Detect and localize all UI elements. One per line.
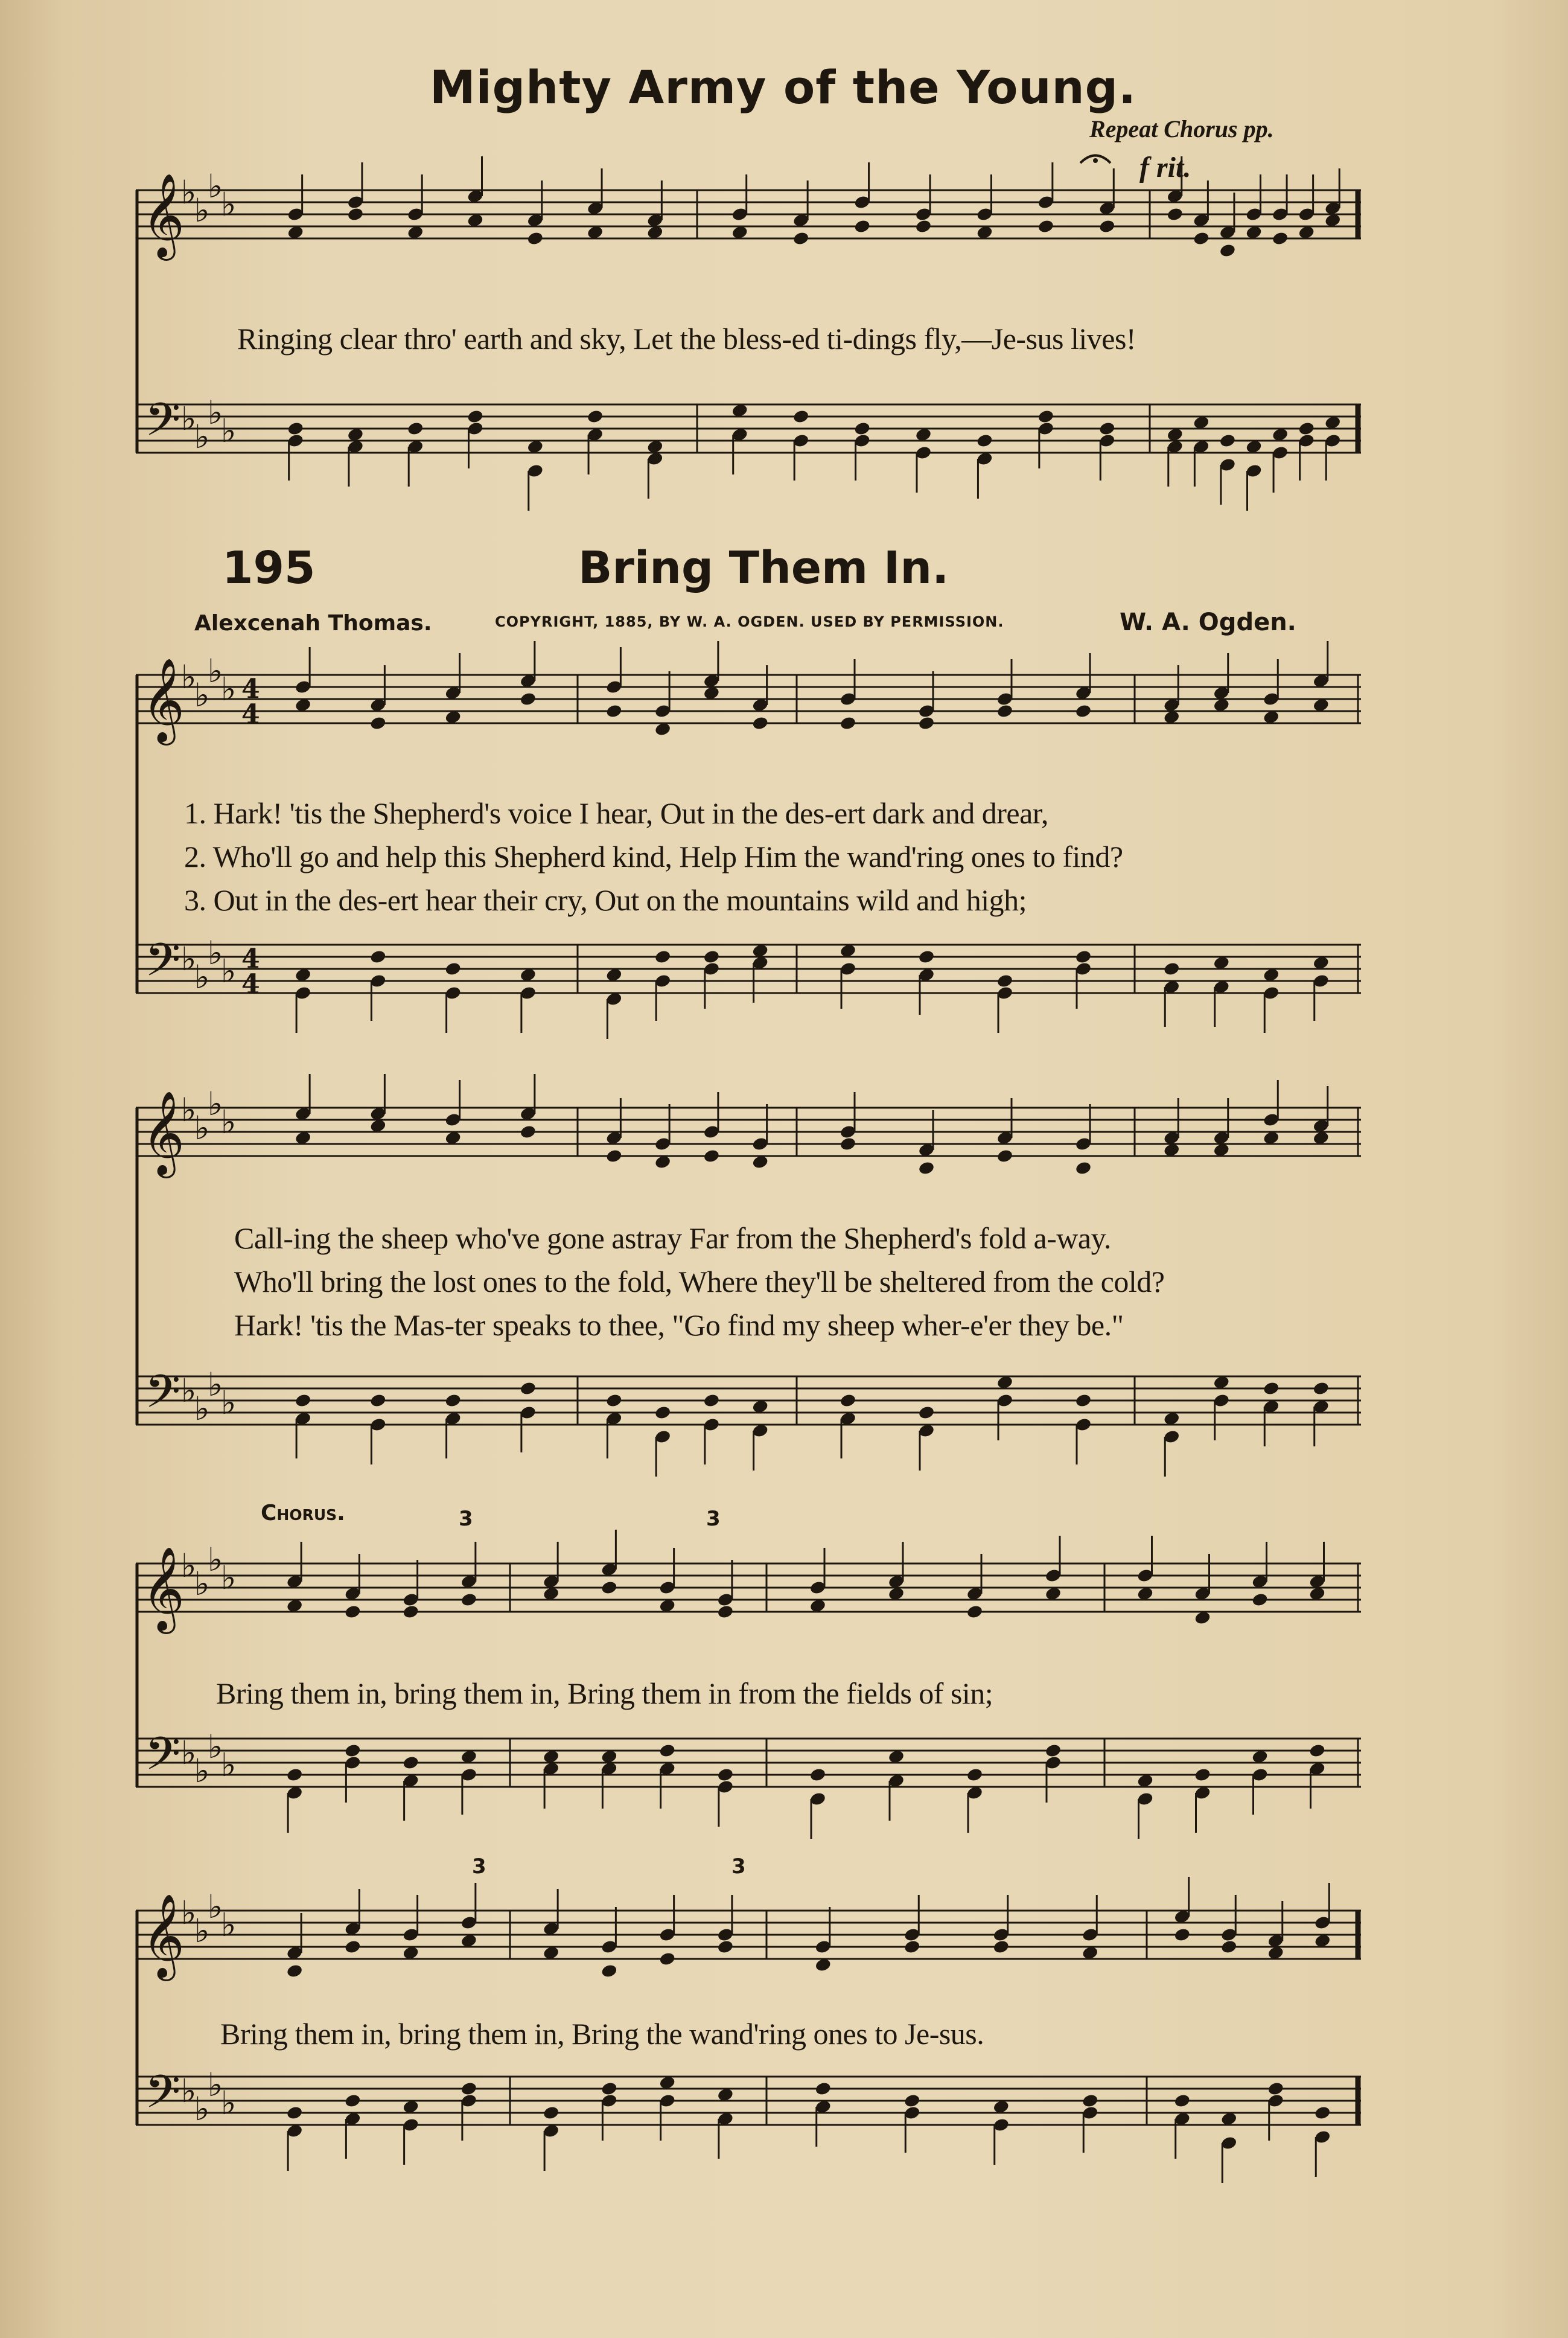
system-5-bass-flat-2: ♭ [194, 2090, 210, 2128]
system-2-bass-m3-note-2-1 [918, 949, 935, 964]
system-1-bass-m1-note-1-1 [287, 421, 304, 436]
system-2-bass-flat-1: ♭ [181, 940, 197, 978]
system-2-bass-clef: 𝄢 [145, 933, 181, 998]
system-1-bass-flat-3: ♭ [208, 394, 223, 432]
system-2-bass-time-top: 4 [241, 944, 260, 974]
system-1-bass-m3-note-3-1 [1219, 433, 1237, 448]
system-1-treble-m3-note-1-2 [1166, 206, 1184, 222]
system-3-treble-flat-2: ♭ [194, 1109, 210, 1147]
system-3-bass-flat-4: ♭ [221, 1384, 237, 1422]
system-4-bass-m3-note-3-1 [966, 1767, 984, 1782]
system-2-treble-m1-note-4-2 [520, 691, 537, 706]
system-5-bass-flat-3: ♭ [208, 2066, 223, 2104]
system-3-bass-flat-1: ♭ [181, 1372, 197, 1410]
system-5-treble-m1-note-1-2 [286, 1963, 304, 1978]
verse-1-line-2: Call-ing the sheep who've gone astray Far from the Shepherd's fold a-way. [234, 1221, 1111, 1255]
system-2-treble-m3-note-2-2 [918, 715, 935, 730]
system-4-bass-m4-note-2-1 [1194, 1767, 1211, 1782]
system-2-treble-time-bottom: 4 [241, 699, 260, 730]
system-3-treble-flat-1: ♭ [181, 1091, 197, 1129]
system-2-treble-flat-4: ♭ [221, 670, 237, 708]
system-4-bass-m4-note-4-1 [1308, 1743, 1326, 1758]
system-5-treble-m2-note-3-2 [658, 1951, 676, 1966]
system-3-bass-m1-note-4-1 [520, 1381, 537, 1396]
system-5-bass-m3-note-4-1 [1082, 2093, 1099, 2108]
system-4-treble-flat-3: ♭ [208, 1541, 223, 1579]
system-2-treble-m3-note-1-2 [840, 715, 857, 730]
system-5-treble-m3-note-3-2 [992, 1939, 1010, 1954]
system-2-bass-m2-note-3-1 [703, 949, 721, 964]
hymn-author: Alexcenah Thomas. [194, 611, 432, 636]
chorus-line-2: Bring them in, bring them in, Bring the wand'ring ones to Je-sus. [220, 2017, 984, 2051]
system-1-bass-m1-note-6-1 [587, 409, 604, 424]
system-3-bass-m2-note-1-1 [605, 1393, 623, 1408]
system-2-bass-m3-note-3-1 [996, 973, 1014, 988]
hymn-number: 195 [222, 542, 316, 594]
triplet-mark-3: 3 [472, 1854, 486, 1879]
system-2-treble-m3-note-3-2 [996, 703, 1014, 718]
system-3-bass-clef: 𝄢 [145, 1365, 181, 1429]
system-5-treble-m3-note-2-2 [904, 1939, 921, 1954]
system-1-treble-m2-note-6-2 [1037, 219, 1055, 234]
system-4-treble-flat-1: ♭ [181, 1547, 197, 1585]
system-4-treble-m4-note-3-2 [1251, 1592, 1269, 1607]
system-2-bass-m1-note-2-1 [369, 949, 387, 964]
system-4-treble-m1-note-4-2 [461, 1592, 478, 1607]
system-4-bass-flat-4: ♭ [221, 1746, 237, 1784]
system-3-treble-m2-note-1-2 [605, 1148, 623, 1163]
system-1-bass-m3-note-6-1 [1298, 421, 1315, 436]
system-2-bass-m3-note-4-1 [1075, 949, 1092, 964]
system-1-bass-m2-note-2-1 [792, 409, 810, 424]
system-1-treble-flat-3: ♭ [208, 167, 223, 205]
hymn-copyright: COPYRIGHT, 1885, BY W. A. OGDEN. USED BY PERMISSION. [495, 613, 1004, 630]
system-2-bass-time-bottom: 4 [241, 969, 260, 1000]
system-3-bass-m4-note-3-1 [1263, 1381, 1280, 1396]
system-1-treble-m1-note-5-2 [526, 231, 544, 246]
system-5-treble-m1-note-2-2 [344, 1939, 362, 1954]
system-3-treble-m3-note-2-2 [918, 1160, 935, 1175]
system-3-treble-m2-note-3-2 [703, 1148, 721, 1163]
system-4-bass-flat-2: ♭ [194, 1752, 210, 1790]
system-4-treble-flat-4: ♭ [221, 1559, 237, 1597]
system-5-bass-m3-note-1-1 [814, 2081, 832, 2096]
system-1-treble-m2-note-2-2 [792, 231, 810, 246]
system-3-treble-flat-4: ♭ [221, 1103, 237, 1141]
system-2-treble-m3-note-4-2 [1075, 703, 1092, 718]
system-5-bass-m1-note-1-1 [286, 2105, 304, 2120]
hymn-composer: W. A. Ogden. [1120, 608, 1296, 636]
system-1-bass-m1-note-3-1 [407, 421, 424, 436]
system-2-bass-flat-3: ♭ [208, 934, 223, 972]
system-1-bass-m2-note-6-1 [1037, 409, 1055, 424]
system-2-treble-m2-note-1-2 [605, 703, 623, 718]
top-hymn-title: Mighty Army of the Young. [430, 60, 1136, 114]
system-4-treble-flat-2: ♭ [194, 1565, 210, 1603]
system-1-bass-flat-1: ♭ [181, 400, 197, 438]
system-1-treble-clef: 𝄞 [142, 173, 185, 257]
system-5-bass-clef: 𝄢 [145, 2065, 181, 2130]
system-4-treble-m2-note-2-2 [601, 1580, 618, 1595]
system-1-bass-m2-note-7-1 [1098, 421, 1116, 436]
system-3-treble-m1-note-4-2 [520, 1124, 537, 1139]
system-3-bass-flat-3: ♭ [208, 1365, 223, 1404]
system-2-bass-flat-2: ♭ [194, 958, 210, 996]
system-4-bass-m1-note-2-1 [344, 1743, 362, 1758]
system-4-treble-m3-note-3-2 [966, 1604, 984, 1619]
system-1-treble-m3-note-5-2 [1272, 231, 1289, 246]
system-4-treble-m2-note-4-2 [717, 1604, 735, 1619]
system-3-treble-flat-3: ♭ [208, 1085, 223, 1123]
system-2-bass-m4-note-1-1 [1163, 961, 1181, 976]
system-2-bass-m1-note-3-1 [444, 961, 462, 976]
system-3-bass-m4-note-4-1 [1312, 1381, 1330, 1396]
system-5-bass-m2-note-1-1 [543, 2105, 560, 2120]
system-3-treble-clef: 𝄞 [142, 1091, 185, 1175]
system-1-bass-flat-4: ♭ [221, 412, 237, 450]
dynamic-direction: f rit. [1139, 152, 1191, 184]
verse-1-line-1: 1. Hark! 'tis the Shepherd's voice I hear, Out in the des-ert dark and drear, [184, 796, 1048, 830]
system-3-bass-m3-note-2-1 [918, 1405, 935, 1420]
system-5-bass-m4-note-4-1 [1314, 2105, 1331, 2120]
system-3-bass-m3-note-4-1 [1075, 1393, 1092, 1408]
system-1-treble-m2-note-4-2 [915, 219, 932, 234]
chorus-label: Chorus. [261, 1501, 345, 1525]
system-5-bass-m4-note-3-1 [1267, 2081, 1284, 2096]
system-1-treble-flat-4: ♭ [221, 185, 237, 223]
system-2-treble-time-top: 4 [241, 674, 260, 704]
system-1-bass-m2-note-3-1 [853, 421, 871, 436]
system-4-treble-m1-note-3-2 [402, 1604, 419, 1619]
system-5-treble-m2-note-4-2 [717, 1939, 735, 1954]
system-2-treble-flat-1: ♭ [181, 658, 197, 696]
system-5-bass-m1-note-2-1 [344, 2093, 362, 2108]
verse-3-line-1: 3. Out in the des-ert hear their cry, Out on the mountains wild and high; [184, 883, 1027, 917]
system-5-bass-m4-note-1-1 [1173, 2093, 1191, 2108]
system-5-treble-clef: 𝄞 [142, 1894, 185, 1978]
system-2-treble-clef: 𝄞 [142, 658, 185, 742]
system-1-treble-m1-note-2-2 [347, 206, 365, 222]
system-1-bass-m1-note-4-1 [467, 409, 484, 424]
system-5-treble-m4-note-1-2 [1173, 1927, 1191, 1942]
system-3-treble-m3-note-3-2 [996, 1148, 1014, 1163]
system-5-bass-flat-4: ♭ [221, 2084, 237, 2122]
system-5-treble-m4-note-2-2 [1220, 1939, 1238, 1954]
chorus-line-1: Bring them in, bring them in, Bring them in from the fields of sin; [216, 1676, 993, 1710]
system-2-bass-m2-note-2-1 [654, 949, 672, 964]
system-1-treble-flat-2: ♭ [194, 191, 210, 229]
system-4-bass-clef: 𝄢 [145, 1727, 181, 1792]
system-5-bass-flat-1: ♭ [181, 2072, 197, 2110]
system-5-treble-flat-2: ♭ [194, 1912, 210, 1950]
system-3-bass-m2-note-3-1 [703, 1393, 721, 1408]
system-1-treble-m2-note-7-2 [1098, 219, 1116, 234]
system-4-treble-m1-note-2-2 [344, 1604, 362, 1619]
system-4-bass-m2-note-4-1 [717, 1767, 735, 1782]
triplet-mark-2: 3 [706, 1507, 721, 1531]
system-5-bass-m1-note-4-1 [461, 2081, 478, 2096]
hymn-title: Bring Them In. [578, 542, 949, 594]
verse-2-line-1: 2. Who'll go and help this Shepherd kind, Help Him the wand'ring ones to find? [184, 840, 1123, 874]
system-4-bass-m2-note-3-1 [658, 1743, 676, 1758]
system-4-treble-clef: 𝄞 [142, 1547, 185, 1631]
system-4-bass-m1-note-3-1 [402, 1755, 419, 1770]
system-1-bass-m2-note-5-1 [976, 433, 993, 448]
system-2-bass-flat-4: ♭ [221, 952, 237, 990]
system-1-treble-m2-note-3-2 [853, 219, 871, 234]
top-hymn-lyric: Ringing clear thro' earth and sky, Let the bless-ed ti-dings fly,—Je-sus lives! [237, 322, 1136, 356]
system-2-treble-m2-note-4-2 [751, 715, 769, 730]
system-1-bass-clef: 𝄢 [145, 393, 181, 458]
system-2-treble-flat-3: ♭ [208, 652, 223, 690]
system-5-treble-flat-4: ♭ [221, 1906, 237, 1944]
system-3-bass-m1-note-3-1 [444, 1393, 462, 1408]
system-4-bass-m1-note-1-1 [286, 1767, 304, 1782]
system-1-bass-flat-2: ♭ [194, 418, 210, 456]
system-3-bass-m1-note-2-1 [369, 1393, 387, 1408]
system-4-bass-m3-note-1-1 [809, 1767, 827, 1782]
system-3-treble-m3-note-1-2 [840, 1136, 857, 1151]
system-5-bass-m3-note-2-1 [904, 2093, 921, 2108]
system-1-treble-flat-1: ♭ [181, 173, 197, 211]
system-1-treble-m3-note-3-2 [1219, 243, 1237, 258]
triplet-mark-4: 3 [731, 1854, 746, 1879]
system-3-bass-m2-note-2-1 [654, 1405, 672, 1420]
system-1-treble-m3-note-2-2 [1193, 231, 1210, 246]
system-5-treble-flat-1: ♭ [181, 1894, 197, 1932]
system-5-treble-m2-note-2-2 [601, 1963, 618, 1978]
system-4-bass-flat-1: ♭ [181, 1734, 197, 1772]
verse-2-line-2: Who'll bring the lost ones to the fold, Where they'll be sheltered from the cold? [234, 1265, 1165, 1298]
verse-3-line-2: Hark! 'tis the Mas-ter speaks to thee, "Go find my sheep wher-e'er they be." [234, 1308, 1124, 1342]
fermata-dot [1093, 158, 1098, 163]
system-4-bass-flat-3: ♭ [208, 1728, 223, 1766]
triplet-mark-1: 3 [459, 1507, 473, 1531]
system-3-treble-m3-note-4-2 [1075, 1160, 1092, 1175]
system-3-bass-m3-note-1-1 [840, 1393, 857, 1408]
repeat-chorus-direction: Repeat Chorus pp. [1089, 115, 1274, 142]
system-4-bass-m3-note-4-1 [1045, 1743, 1062, 1758]
system-5-treble-flat-3: ♭ [208, 1888, 223, 1926]
system-5-bass-m2-note-2-1 [601, 2081, 618, 2096]
system-2-treble-flat-2: ♭ [194, 676, 210, 714]
system-3-bass-m1-note-1-1 [295, 1393, 312, 1408]
system-2-treble-m1-note-2-2 [369, 715, 387, 730]
system-3-bass-flat-2: ♭ [194, 1390, 210, 1428]
